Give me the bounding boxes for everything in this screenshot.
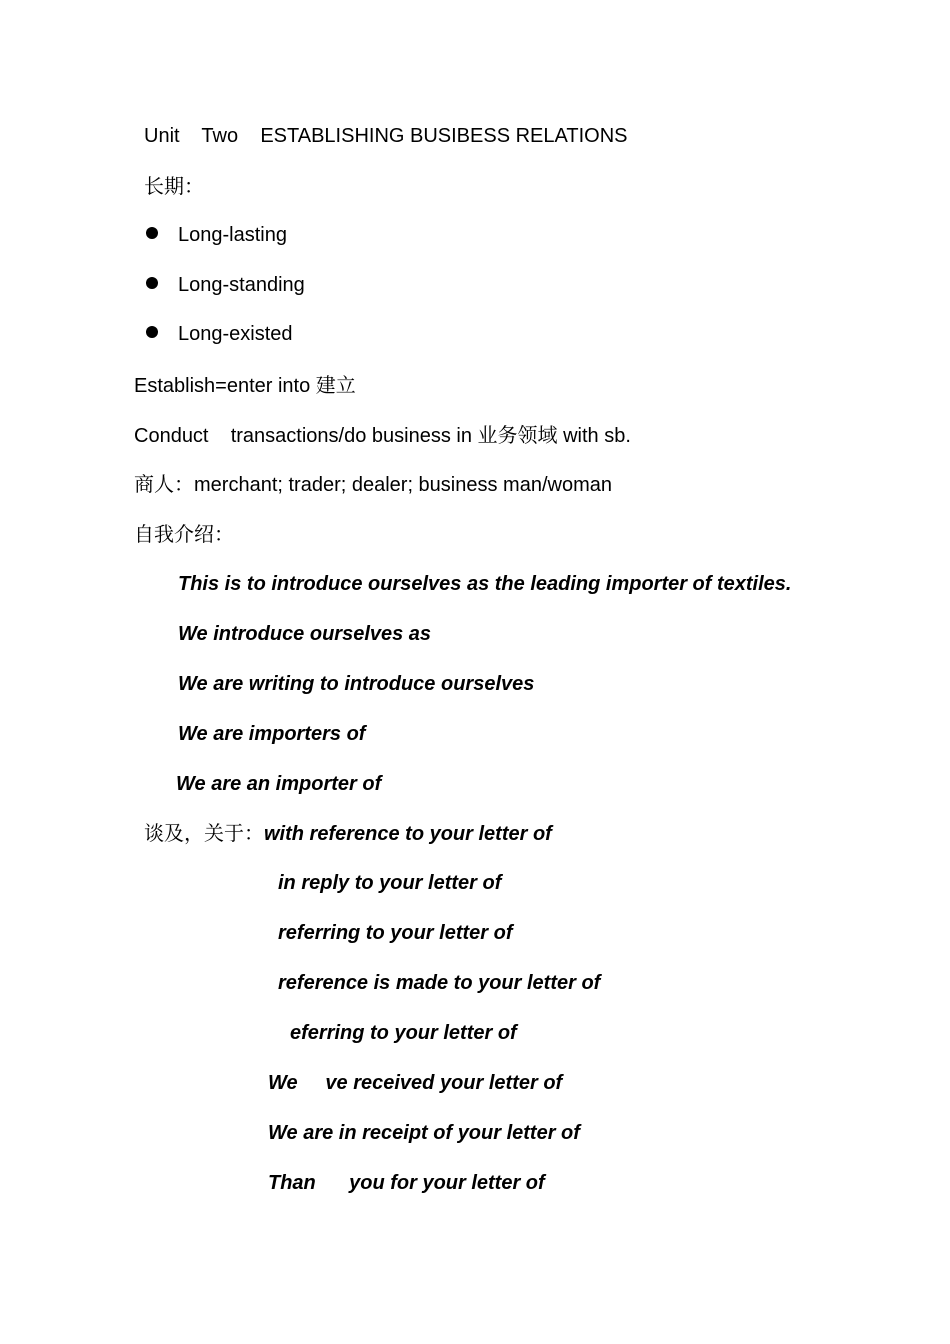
merchant-text: merchant; trader; dealer; business man/woman (194, 474, 612, 496)
reference-phrase: We are in receipt of your letter of (268, 1122, 580, 1144)
reference-phrase: reference is made to your letter of (278, 972, 601, 994)
reference-phrase: eferring to your letter of (290, 1022, 517, 1044)
reference-heading: 谈及，关于： (144, 821, 264, 845)
conduct-tail: with sb. (557, 425, 631, 447)
conduct-line (134, 422, 631, 449)
long-term-item: Long-lasting (178, 224, 287, 246)
establish-line (134, 372, 356, 399)
reference-phrase: referring to your letter of (278, 922, 513, 944)
long-term-item: Long-standing (178, 274, 305, 296)
reference-first-phrase: with reference to your letter of (264, 823, 552, 845)
bullet-icon (146, 326, 158, 338)
reference-phrase: We ve received your letter of (268, 1072, 563, 1094)
reference-line (144, 820, 552, 847)
self-intro-heading: 自我介绍： (134, 522, 234, 546)
self-intro-phrase: This is to introduce ourselves as the leading importer of textiles. (178, 573, 792, 595)
bullet-icon (146, 277, 158, 289)
reference-phrase: in reply to your letter of (278, 872, 502, 894)
conduct-cn: 业务领域 (477, 423, 558, 447)
reference-phrase: Than you for your letter of (268, 1172, 545, 1194)
self-intro-phrase: We are writing to introduce ourselves (178, 673, 535, 695)
self-intro-phrase: We are an importer of (176, 773, 382, 795)
self-intro-phrase: We introduce ourselves as (178, 623, 432, 645)
merchant-line (134, 471, 612, 498)
long-term-heading: 长期： (144, 174, 204, 198)
bullet-icon (146, 227, 158, 239)
merchant-cn: 商人： (134, 472, 194, 496)
establish-text: Establish=enter into (134, 375, 316, 397)
self-intro-phrase: We are importers of (178, 723, 366, 745)
unit-title: Unit Two ESTABLISHING BUSIBESS RELATIONS (144, 125, 628, 147)
long-term-item: Long-existed (178, 323, 293, 345)
conduct-text: Conduct transactions/do business in (134, 425, 478, 447)
establish-cn: 建立 (315, 373, 356, 397)
